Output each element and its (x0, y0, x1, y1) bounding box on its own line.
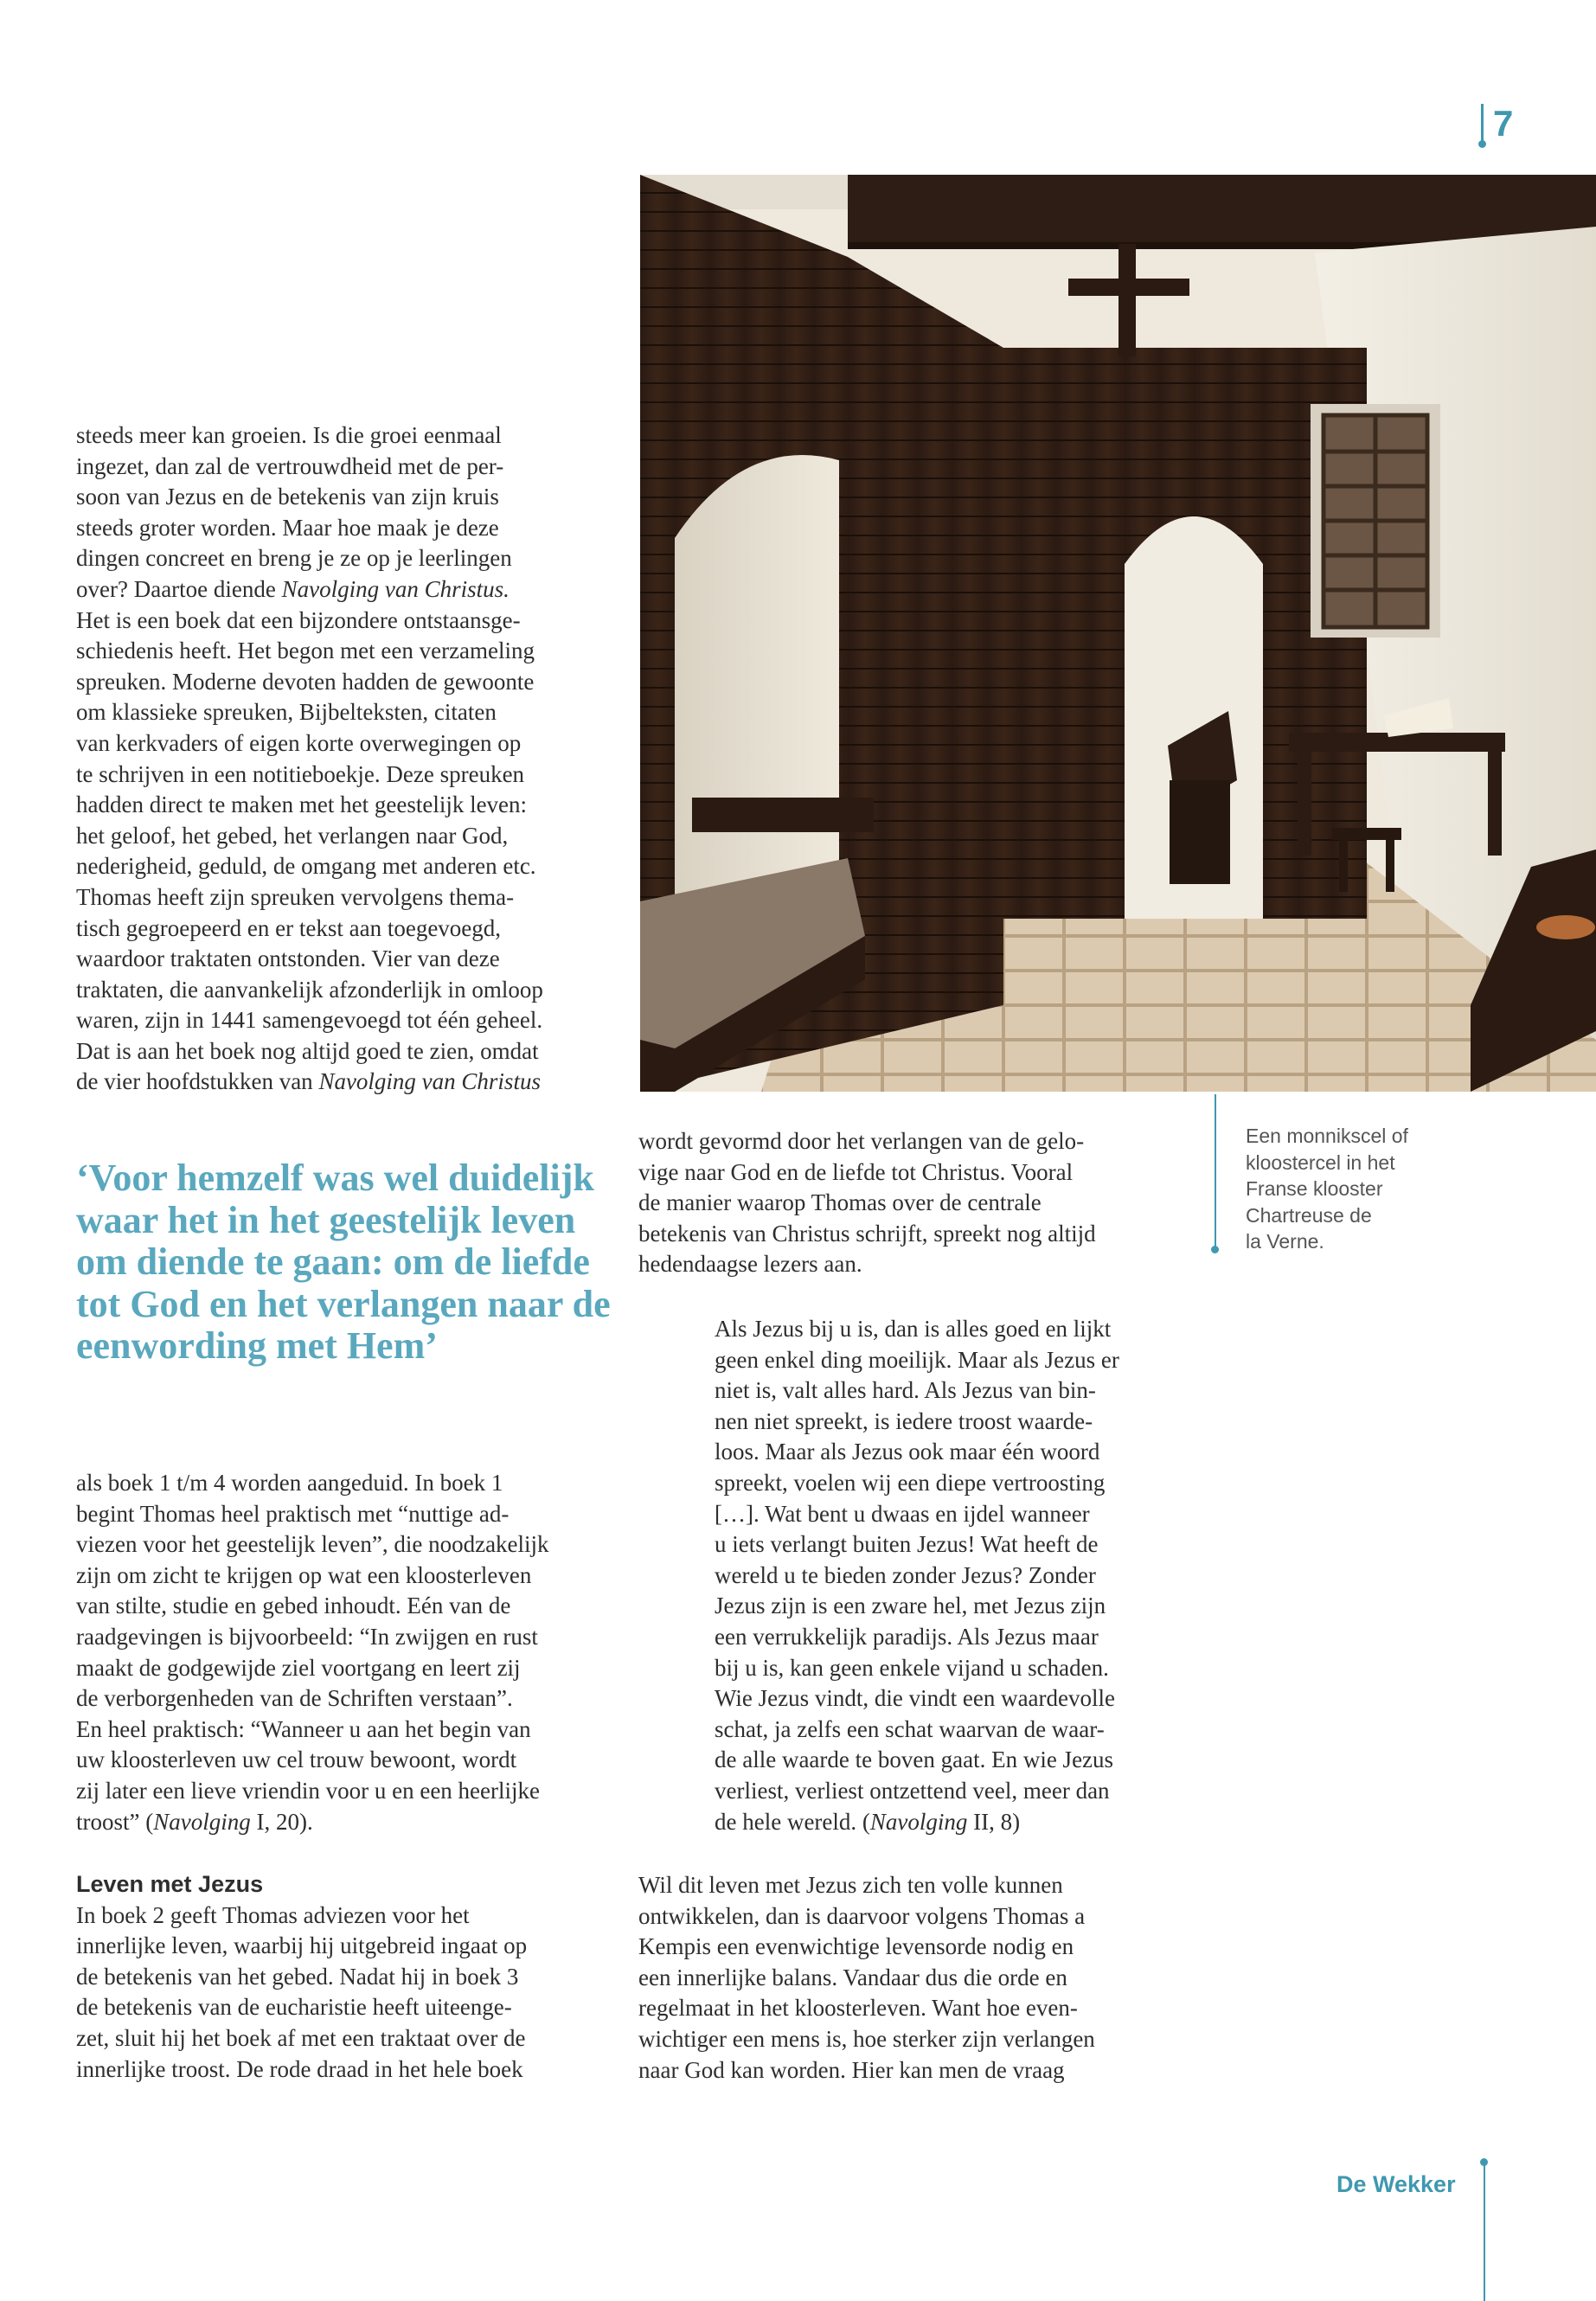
text-line (76, 1067, 604, 1098)
book-title: Navolging (153, 1808, 251, 1835)
text-run: de vier hoofdstukken van (76, 1068, 319, 1095)
page-number-rule (1481, 104, 1484, 142)
caption-line: Chartreuse de (1246, 1203, 1372, 1227)
column1-top-paragraph (76, 420, 604, 1098)
text-line: Het is een boek dat een bijzondere ontstaansge- (76, 606, 521, 633)
text-line: schat, ja zelfs een schat waarvan de waar- (715, 1715, 1105, 1742)
text-line: de betekenis van het gebed. Nadat hij in boek 3 (76, 1963, 519, 1990)
caption-line: Een monnikscel of (1246, 1125, 1408, 1147)
text-line: Wil dit leven met Jezus zich ten volle kunnen (638, 1872, 1063, 1898)
text-line: zet, sluit hij het boek af met een traktaat over de (76, 2024, 526, 2051)
text-line: de manier waarop Thomas over de centrale (638, 1189, 1042, 1216)
page-number-marker (1481, 102, 1533, 145)
text-line: […]. Wat bent u dwaas en ijdel wanneer (715, 1500, 1090, 1527)
text-line: maakt de godgewijde ziel voortgang en leert zij (76, 1654, 521, 1681)
column1-bottom-section (76, 1869, 621, 2085)
text-line: verliest, verliest ontzettend veel, meer dan (715, 1777, 1110, 1804)
text-line: dingen concreet en breng je ze op je leerlingen (76, 545, 512, 572)
book-title: Navolging van Christus. (281, 575, 510, 602)
text-line: In boek 2 geeft Thomas adviezen voor het (76, 1901, 470, 1928)
text-line: Kempis een evenwichtige levensorde nodig en (638, 1933, 1074, 1960)
footer-brand: De Wekker (1336, 2171, 1456, 2197)
caption-line: kloostercel in het (1246, 1150, 1395, 1174)
text-line: bij u is, kan geen enkele vijand u schaden. (715, 1654, 1109, 1681)
caption-rule (1215, 1094, 1216, 1250)
footer-dot (1480, 2158, 1488, 2166)
text-line: raadgevingen is bijvoorbeeld: “In zwijgen en rust (76, 1623, 538, 1650)
text-line: Dat is aan het boek nog altijd goed te zien, omdat (76, 1037, 539, 1064)
text-line: u iets verlangt buiten Jezus! Wat heeft de (715, 1531, 1099, 1558)
text-run: II, 8) (967, 1808, 1021, 1835)
text-line: begint Thomas heel praktisch met “nuttige ad- (76, 1500, 510, 1527)
text-line: uw kloosterleven uw cel trouw bewoont, wordt (76, 1747, 517, 1773)
text-line: viezen voor het geestelijk leven”, die noodzakelijk (76, 1531, 549, 1558)
text-line: niet is, valt alles hard. Als Jezus van bin- (715, 1377, 1096, 1404)
caption-line: la Verne. (1246, 1230, 1324, 1253)
caption-dot (1211, 1246, 1219, 1253)
text-line: het geloof, het gebed, het verlangen naar God, (76, 822, 509, 849)
text-line: geen enkel ding moeilijk. Maar als Jezus er (715, 1346, 1119, 1373)
text-line: hedendaagse lezers aan. (638, 1251, 862, 1278)
text-line: wereld u te bieden zonder Jezus? Zonder (715, 1561, 1096, 1588)
text-line: Wie Jezus vindt, die vindt een waardevolle (715, 1685, 1116, 1712)
book-title: Navolging van Christus (318, 1068, 541, 1095)
text-line: zijn om zicht te krijgen op wat een kloosterleven (76, 1561, 532, 1588)
text-line: schiedenis heeft. Het begon met een verzameling (76, 638, 535, 664)
column2-bottom-paragraph (638, 1870, 1183, 2086)
text-line: nen niet spreekt, is iedere troost waarde- (715, 1407, 1093, 1434)
text-line: zij later een lieve vriendin voor u en een heerlijke (76, 1777, 541, 1804)
text-line: En heel praktisch: “Wanneer u aan het begin van (76, 1715, 531, 1742)
text-line: waren, zijn in 1441 samengevoegd tot één geheel. (76, 1007, 543, 1034)
text-line: te schrijven in een notitieboekje. Deze spreuken (76, 760, 525, 787)
text-line: een innerlijke balans. Vandaar dus die orde en (638, 1964, 1067, 1990)
text-line: de alle waarde te boven gaat. En wie Jezus (715, 1747, 1114, 1773)
text-line: spreekt, voelen wij een diepe vertroosting (715, 1469, 1106, 1496)
text-line: innerlijke leven, waarbij hij uitgebreid ingaat op (76, 1932, 528, 1959)
text-line: een verrukkelijk paradijs. Als Jezus maar (715, 1623, 1099, 1650)
text-line: de verborgenheden van de Schriften verstaan”. (76, 1685, 513, 1712)
text-line: vige naar God en de liefde tot Christus. Vooral (638, 1158, 1074, 1185)
text-line: ingezet, dan zal de vertrouwdheid met de per- (76, 452, 504, 479)
column1-mid-paragraph (76, 1468, 621, 1837)
text-line: tisch gegroepeerd en er tekst aan toegevoegd, (76, 914, 502, 941)
text-line: traktaten, die aanvankelijk afzonderlijk in omloop (76, 976, 543, 1003)
text-line: wordt gevormd door het verlangen van de gelo- (638, 1128, 1085, 1154)
text-line: van kerkvaders of eigen korte overwegingen op (76, 729, 522, 756)
text-line: steeds groter worden. Maar hoe maak je deze (76, 514, 499, 541)
footer-rule (1484, 2163, 1485, 2301)
text-line: Jezus zijn is een zware hel, met Jezus zijn (715, 1593, 1106, 1619)
text-line: naar God kan worden. Hier kan men de vraag (638, 2056, 1065, 2083)
text-line: ontwikkelen, dan is daarvoor volgens Thomas a (638, 1902, 1086, 1929)
photo-caption (1246, 1123, 1505, 1255)
text-line: steeds meer kan groeien. Is die groei eenmaal (76, 422, 502, 448)
column2-top-paragraph (638, 1126, 1183, 1280)
pull-quote: ‘Voor hemzelf was wel duidelijk waar het in het geestelijk leven om diende te gaan: om de liefde tot God en het verlangen naar de eenwording met Hem’ (76, 1157, 611, 1367)
text-line: Als Jezus bij u is, dan is alles goed en lijkt (715, 1316, 1112, 1342)
text-line: hadden direct te maken met het geestelijk leven: (76, 792, 528, 818)
text-line: spreuken. Moderne devoten hadden de gewoonte (76, 668, 535, 695)
text-run: de hele wereld. ( (715, 1808, 870, 1835)
text-line: Thomas heeft zijn spreuken vervolgens thema- (76, 883, 515, 910)
text-line: waardoor traktaten ontstonden. Vier van deze (76, 945, 500, 972)
text-line (715, 1807, 1199, 1838)
text-line: regelmaat in het kloosterleven. Want hoe even- (638, 1995, 1078, 2022)
page-number: 7 (1493, 103, 1514, 144)
text-line: innerlijke troost. De rode draad in het hele boek (76, 2055, 523, 2082)
text-line (76, 1807, 621, 1838)
monk-cell-photo (640, 175, 1596, 1092)
page-number-dot (1478, 140, 1486, 148)
text-line (76, 574, 604, 606)
text-run: troost” ( (76, 1808, 154, 1835)
column1-bottom-paragraph (76, 1900, 621, 2086)
text-run: over? Daartoe diende (76, 575, 282, 602)
text-line: wichtiger een mens is, hoe sterker zijn verlangen (638, 2025, 1095, 2052)
block-quote (715, 1314, 1199, 1837)
text-line: nederigheid, geduld, de omgang met anderen etc. (76, 853, 536, 880)
text-line: de betekenis van de eucharistie heeft uiteenge- (76, 1994, 512, 2021)
text-line: als boek 1 t/m 4 worden aangeduid. In boek 1 (76, 1470, 503, 1496)
text-line: betekenis van Christus schrijft, spreekt nog altijd (638, 1220, 1096, 1247)
text-line: loos. Maar als Jezus ook maar één woord (715, 1439, 1100, 1465)
text-line: soon van Jezus en de betekenis van zijn kruis (76, 484, 499, 510)
text-line: om klassieke spreuken, Bijbelteksten, citaten (76, 699, 497, 726)
caption-line: Franse klooster (1246, 1177, 1383, 1200)
text-run: I, 20). (250, 1808, 313, 1835)
book-title: Navolging (869, 1808, 968, 1835)
text-line: van stilte, studie en gebed inhoudt. Eén van de (76, 1593, 511, 1619)
section-heading: Leven met Jezus (76, 1871, 264, 1897)
